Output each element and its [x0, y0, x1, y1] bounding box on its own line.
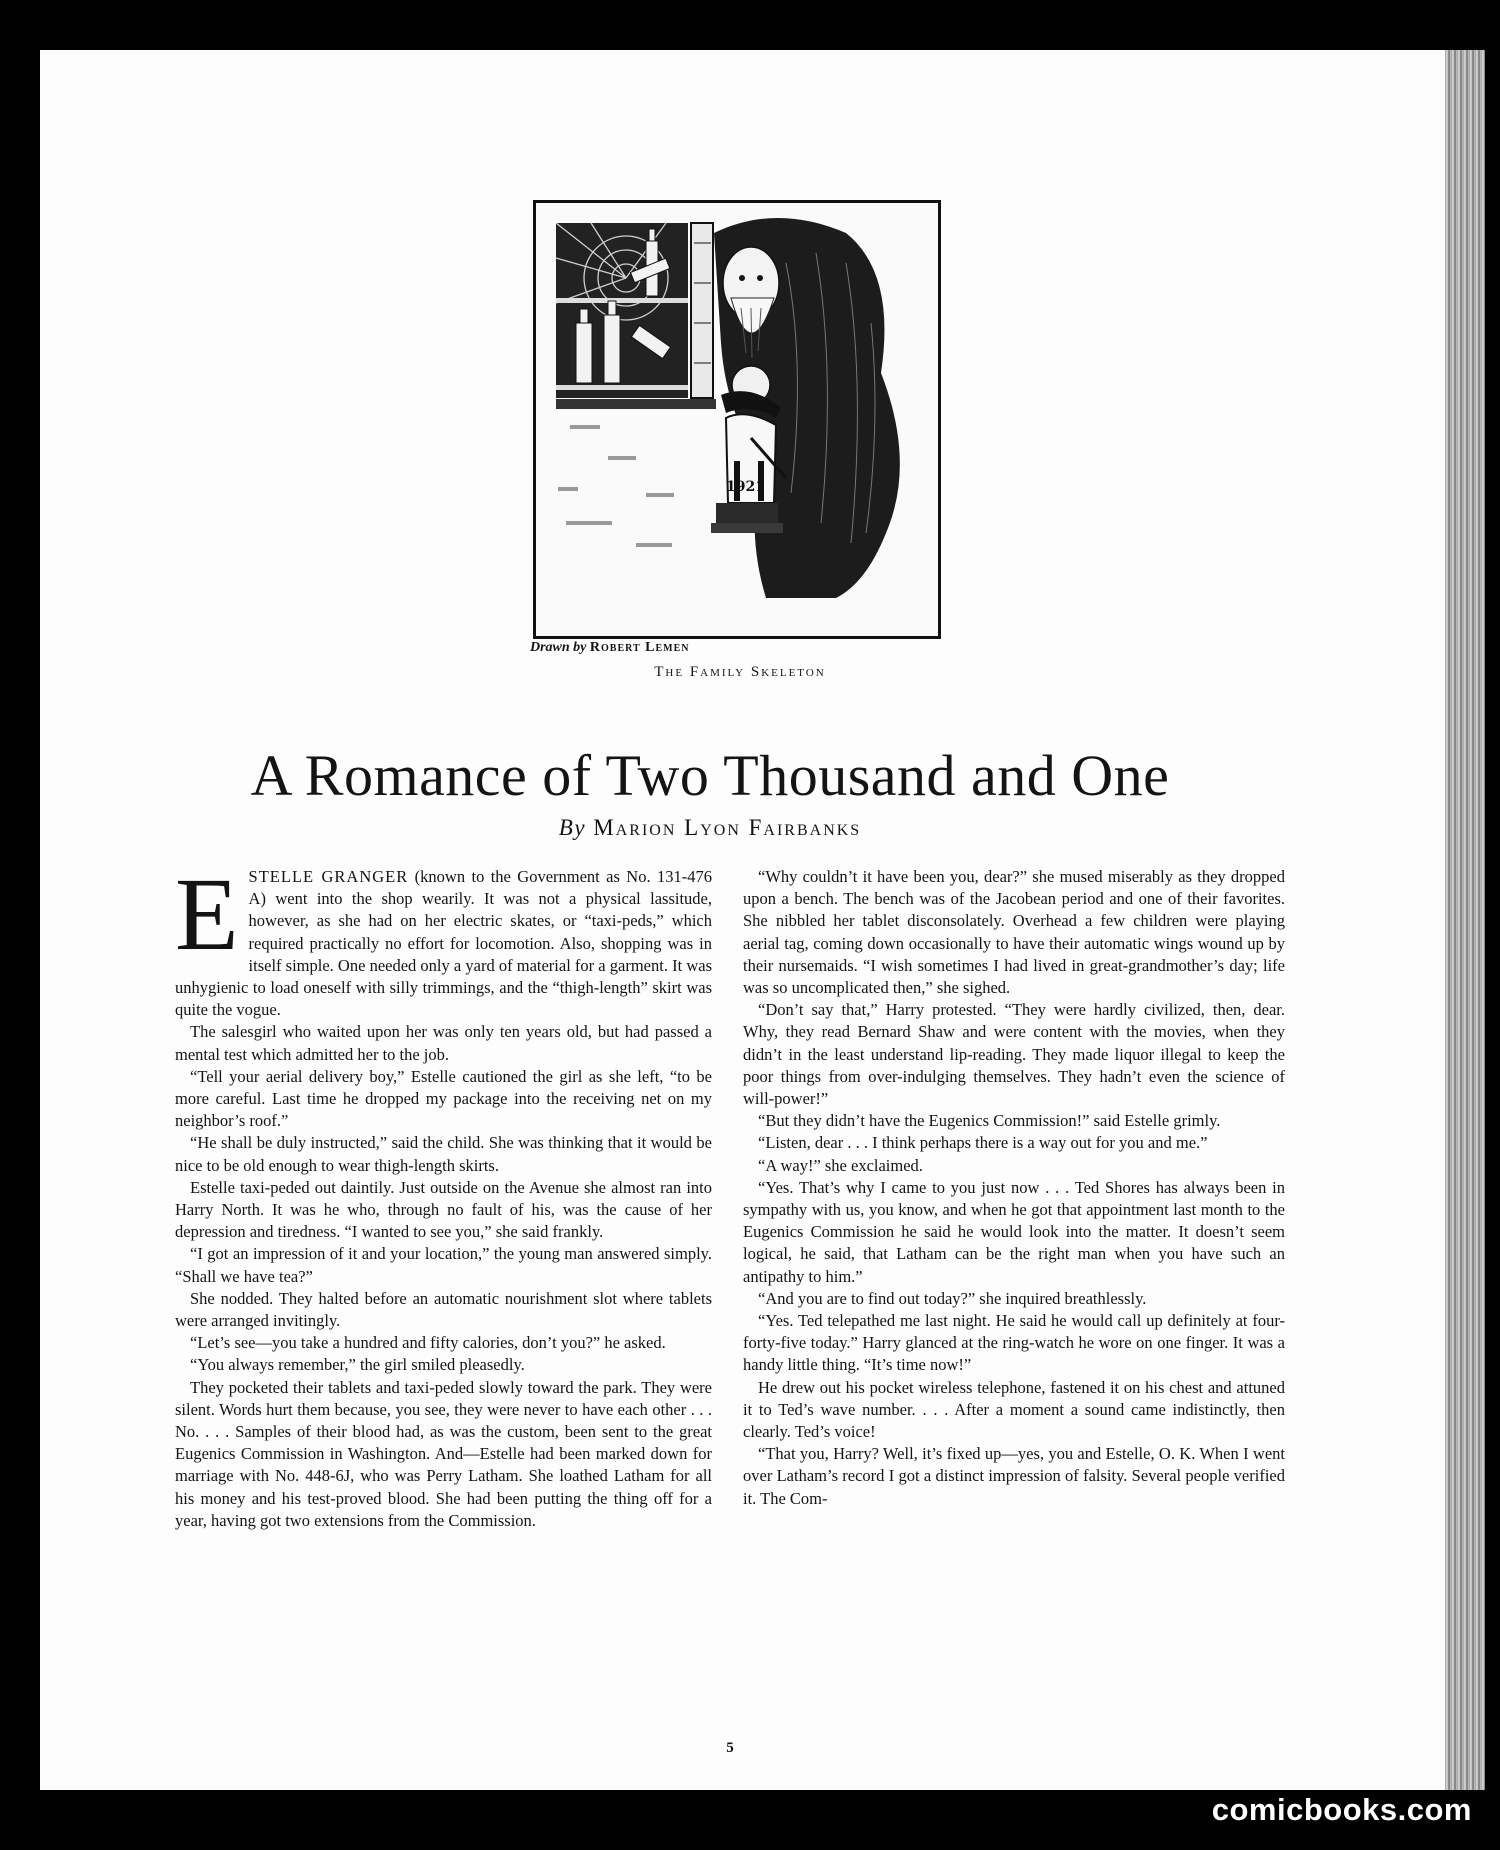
- watermark: comicbooks.com: [1211, 1792, 1472, 1827]
- byline: [300, 815, 1120, 841]
- article-paragraph: “But they didn’t have the Eugenics Commission!” said Estelle grimly.: [758, 1111, 1221, 1131]
- credit-prefix: Drawn by: [530, 640, 587, 655]
- opening-words: STELLE GRANGER: [248, 867, 409, 886]
- article-paragraph: ESTELLE GRANGER (known to the Government as No. 131-476 A) went into the shop wearily. It was not a physical lassitude, however, as she had on her electric skates, or “taxi-peds,” which required practically no effort for locomotion. Also, shopping was in itself simple. One needed only a yard of material for a garment. It was unhygienic to load oneself with silly trimmings, and the “thigh-length” skirt was quite the vogue.: [175, 857, 712, 1020]
- illustration-credit: [530, 640, 690, 656]
- article-paragraph: “And you are to find out today?” she inquired breathlessly.: [758, 1288, 1147, 1308]
- article-paragraph: “You always remember,” the girl smiled pleasedly.: [190, 1355, 525, 1375]
- article-paragraph: “Listen, dear . . . I think perhaps there is a way out for you and me.”: [758, 1133, 1208, 1153]
- scan-right-border: [1485, 0, 1500, 1850]
- book-page-edges: [1445, 50, 1485, 1790]
- article-title: A Romance of Two Thousand and One: [250, 743, 1170, 808]
- article-column-left: [175, 857, 712, 1532]
- article-paragraph: They pocketed their tablets and taxi-peded slowly toward the park. They were silent. Words hurt them because, you see, they were never to have each other . . . No. . . . Samples of their blood had, as was the custom, been sent to the great Eugenics Commission in Washington. And—Estelle had been marked down for marriage with No. 448-6J, who was Perry Latham. She loathed Latham for all his money and his test-proved blood. She had been putting the thing off for a year, having got two extensions from the Commission.: [175, 1377, 712, 1530]
- article-paragraph: “Yes. That’s why I came to you just now . . . Ted Shores has always been in sympathy with us, you know, and when he got that appointment last month to the Eugenics Commission he said he would look into the matter. It doesn’t seem logical, he said, that Latham can be the right man when you have such an antipathy to him.”: [743, 1177, 1285, 1286]
- article-column-right: [743, 866, 1285, 1510]
- illustration-date-label: 1921: [726, 479, 765, 495]
- article-paragraph: Estelle taxi-peded out daintily. Just outside on the Avenue she almost ran into Harry North. It was he who, through no fault of his, was the cause of her depression and tiredness. “I wanted to see you,” she said frankly.: [175, 1177, 712, 1242]
- article-paragraph: He drew out his pocket wireless telephone, fastened it on his chest and attuned it to Ted’s wave number. . . . After a moment a sound came indistinctly, then clearly. Ted’s voice!: [743, 1377, 1285, 1442]
- author-name: Marion Lyon Fairbanks: [593, 815, 862, 840]
- article-paragraph: “That you, Harry? Well, it’s fixed up—yes, you and Estelle, O. K. When I went over Latham’s record I got a distinct impression of falsity. Several people verified it. The Com-: [743, 1444, 1285, 1508]
- article-paragraph: “Don’t say that,” Harry protested. “They were hardly civilized, then, dear. Why, they read Bernard Shaw and were content with the movies, when they didn’t in the least understand lip-reading. They made liquor illegal to keep the poor things from over-indulging themselves. They hadn’t even the science of will-power!”: [743, 1000, 1285, 1109]
- scan-left-border: [0, 0, 40, 1850]
- illustration-caption: The Family Skeleton: [654, 664, 826, 680]
- article-paragraph: “I got an impression of it and your location,” the young man answered simply. “Shall we have tea?”: [175, 1244, 712, 1286]
- credit-artist-name: Robert Lemen: [589, 640, 690, 655]
- drop-cap: E: [175, 857, 239, 972]
- article-paragraph: “Why couldn’t it have been you, dear?” she mused miserably as they dropped upon a bench. The bench was of the Jacobean period and one of their favorites. She nibbled her tablet disconsolately. Overhead a few children were playing aerial tag, coming down occasionally to have their automatic wings wound up by their nursemaids. “I wish sometimes I had lived in great-grandmother’s day; life was so uncomplicated then,” she sighed.: [743, 867, 1285, 998]
- article-paragraph: “He shall be duly instructed,” said the child. She was thinking that it would be nice to be old enough to wear thigh-length skirts.: [175, 1133, 712, 1175]
- article-paragraph: “Yes. Ted telepathed me last night. He said he would call up definitely at four-forty-five today.” Harry glanced at the ring-watch he wore on one finger. It was a handy little thing. “It’s time now!”: [743, 1311, 1285, 1375]
- article-paragraph: The salesgirl who waited upon her was only ten years old, but had passed a mental test which admitted her to the job.: [175, 1022, 712, 1064]
- article-paragraph: “Let’s see—you take a hundred and fifty calories, don’t you?” he asked.: [190, 1333, 666, 1353]
- scan-top-border: [0, 0, 1500, 50]
- article-paragraph: “Tell your aerial delivery boy,” Estelle cautioned the girl as she left, “to be more careful. Last time he dropped my package into the receiving net on my neighbor’s roof.”: [175, 1066, 712, 1131]
- article-paragraph: She nodded. They halted before an automatic nourishment slot where tablets were arranged invitingly.: [175, 1288, 712, 1331]
- article-paragraph: “A way!” she exclaimed.: [758, 1155, 923, 1175]
- byline-prefix: By: [558, 815, 587, 840]
- page-number: 5: [726, 1740, 734, 1756]
- family-skeleton-illustration: [533, 200, 941, 639]
